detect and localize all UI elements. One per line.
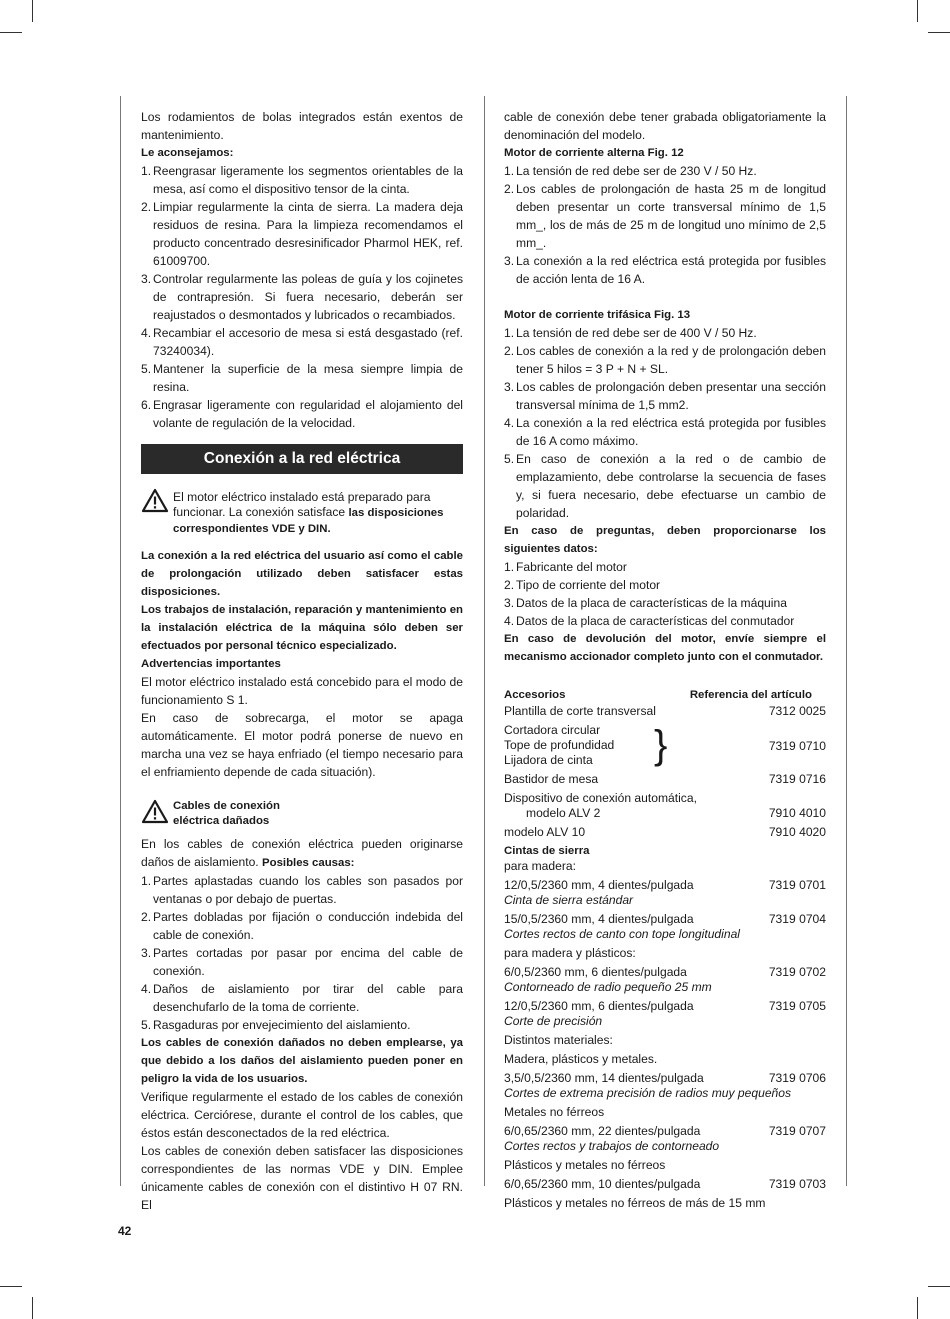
- item-text: La tensión de red debe ser de 400 V / 50 Hz.: [516, 326, 757, 340]
- right-column: [504, 108, 826, 1211]
- item-text: Mantener la superficie de la mesa siempre limpia de resina.: [153, 362, 463, 394]
- accessory-name: Tope de profundidad: [504, 738, 615, 752]
- blade-ref: 7319 0704: [768, 912, 826, 926]
- list-item: [141, 324, 463, 360]
- item-text: Rasgaduras por envejecimiento del aislamiento.: [153, 1018, 411, 1032]
- blades-heading: Cintas de sierra: [504, 845, 590, 857]
- item-number: 3.: [141, 946, 152, 960]
- list-item: [504, 252, 826, 288]
- crop-mark: [928, 1286, 950, 1287]
- accessory-ref: 7910 4010: [768, 806, 826, 820]
- accessory-group-names: [504, 723, 654, 768]
- list-item: [141, 908, 463, 944]
- list-item: [504, 558, 826, 576]
- item-number: 1.: [141, 164, 152, 178]
- item-text: Partes cortadas por pasar por encima del cable de conexión.: [153, 946, 463, 978]
- item-text: La conexión a la red eléctrica está protegida por fusibles de acción lenta de 16 A.: [516, 254, 826, 286]
- list-item: [141, 162, 463, 198]
- crop-mark: [917, 0, 918, 22]
- important-paragraph-2: En caso de sobrecarga, el motor se apaga automáticamente. El motor podrá ponerse de nuevo en marcha una vez se haya enfriado (el tiempo necesario para el enfriamiento depende de cada situación).: [141, 711, 463, 779]
- advice-list: [141, 162, 463, 432]
- item-number: 4.: [141, 982, 152, 996]
- warning-text-bold: las disposiciones correspondientes VDE y DIN.: [173, 507, 444, 535]
- warning-title: [173, 799, 463, 829]
- item-text: Datos de la placa de características del conmutador: [516, 614, 795, 628]
- item-number: 2.: [141, 200, 152, 214]
- accessory-ref: 7319 0710: [768, 738, 826, 753]
- item-text: Limpiar regularmente la cinta de sierra. La madera deja residuos de resina. Para la limpieza recomendamos el producto concentrado desresinificador Pharmol HEK, ref. 61009700.: [153, 200, 463, 268]
- questions-heading: En caso de preguntas, deben proporcionarse los siguientes datos:: [504, 525, 826, 555]
- damaged-cable-warning: Los cables de conexión dañados no deben emplearse, ya que debido a los daños del aislamiento pueden poner en peligro la vida de los usuarios.: [141, 1037, 463, 1085]
- list-item: [504, 594, 826, 612]
- list-item: [504, 612, 826, 630]
- crop-mark: [32, 0, 33, 22]
- accessories-header: [504, 686, 826, 704]
- list-item: [141, 360, 463, 396]
- damage-intro: [141, 835, 463, 872]
- blade-note: Cortes rectos y trabajos de contorneado: [504, 1139, 720, 1153]
- item-text: Recambiar el accesorio de mesa si está desgastado (ref. 73240034).: [153, 326, 463, 358]
- item-number: 6.: [141, 398, 152, 412]
- item-number: 3.: [141, 272, 152, 286]
- item-text: Reengrasar ligeramente los segmentos orientables de la mesa, así como el dispositivo tensor de la cinta.: [153, 164, 463, 196]
- material-label: Plásticos y metales no férreos de más de 15 mm: [504, 1196, 766, 1210]
- blade-note: Cortes de extrema precisión de radios muy pequeños: [504, 1086, 792, 1100]
- important-heading: Advertencias importantes: [141, 658, 281, 670]
- table-row: [504, 791, 826, 821]
- questions-list: [504, 558, 826, 630]
- item-number: 2.: [141, 910, 152, 924]
- blade-note: Contorneado de radio pequeño 25 mm: [504, 980, 712, 994]
- item-text: La tensión de red debe ser de 230 V / 50 Hz.: [516, 164, 757, 178]
- blade-spec: 3,5/0,5/2360 mm, 14 dientes/pulgada: [504, 1071, 704, 1085]
- return-note: En caso de devolución del motor, envíe siempre el mecanismo accionador completo junto con el conmutador.: [504, 633, 826, 663]
- maintenance-intro: Los rodamientos de bolas integrados están exentos de mantenimiento.: [141, 110, 463, 142]
- blade-note: Corte de precisión: [504, 1014, 603, 1028]
- connection-requirement: La conexión a la red eléctrica del usuario así como el cable de prolongación utilizado deben satisfacer estas disposiciones.: [141, 550, 463, 598]
- ac-motor-heading: Motor de corriente alterna Fig. 12: [504, 147, 684, 159]
- accessory-name: modelo ALV 2: [526, 806, 601, 820]
- table-row: [504, 912, 826, 927]
- accessory-ref: 7312 0025: [768, 704, 826, 718]
- blade-ref: 7319 0703: [768, 1177, 826, 1191]
- table-row: [504, 772, 826, 787]
- cable-intro: cable de conexión debe tener grabada obligatoriamente la denominación del modelo.: [504, 110, 826, 142]
- warning-triangle-icon: [141, 799, 173, 825]
- warning-title-line-1: Cables de conexión: [173, 800, 280, 812]
- accessory-name: Plantilla de corte transversal: [504, 704, 656, 718]
- crop-mark: [0, 32, 22, 33]
- blade-ref: 7319 0707: [768, 1124, 826, 1138]
- item-text: Los cables de conexión a la red y de prolongación deben tener 5 hilos = 3 P + N + SL.: [516, 344, 826, 376]
- list-item: [504, 324, 826, 342]
- accessory-name: Bastidor de mesa: [504, 772, 599, 786]
- item-number: 1.: [504, 560, 515, 574]
- cables-paragraph: Los cables de conexión deben satisfacer las disposiciones correspondientes de las normas VDE y DIN. Emplee únicamente cables de conexión con el distintivo H 07 RN. El: [141, 1144, 463, 1212]
- list-item: [141, 198, 463, 270]
- list-item: [504, 450, 826, 522]
- accessory-group: [504, 723, 826, 768]
- list-item: [504, 378, 826, 414]
- accessory-name: Lijadora de cinta: [504, 753, 593, 767]
- warning-connection: [141, 488, 463, 537]
- damage-intro-text: En los cables de conexión eléctrica pueden originarse daños de aislamiento.: [141, 837, 463, 869]
- group-brace: }: [654, 723, 668, 767]
- item-number: 1.: [504, 326, 515, 340]
- three-phase-list: [504, 324, 826, 522]
- specialist-requirement: Los trabajos de instalación, reparación y mantenimiento en la instalación eléctrica de la máquina sólo deben ser efectuados por personal técnico especializado.: [141, 604, 463, 652]
- item-number: 5.: [504, 452, 515, 466]
- ac-motor-list: [504, 162, 826, 288]
- three-phase-heading: Motor de corriente trifásica Fig. 13: [504, 309, 691, 321]
- list-item: [141, 944, 463, 980]
- blade-note: Cortes rectos de canto con tope longitudinal: [504, 927, 740, 941]
- warning-triangle-icon: [141, 488, 173, 514]
- item-number: 1.: [141, 874, 152, 888]
- crop-mark: [32, 1297, 33, 1319]
- left-column: [141, 108, 463, 1214]
- section-title: Conexión a la red eléctrica: [141, 444, 463, 474]
- item-number: 3.: [504, 380, 515, 394]
- table-row: [504, 825, 826, 840]
- list-item: [141, 980, 463, 1016]
- item-text: Engrasar ligeramente con regularidad el alojamiento del volante de regulación de la velocidad.: [153, 398, 463, 430]
- item-number: 3.: [504, 596, 515, 610]
- item-text: Los cables de prolongación de hasta 25 m de longitud deben presentar un corte transversal mínimo de 1,5 mm_, los de más de 25 m de longitud uno mínimo de 2,5 mm_.: [516, 182, 826, 250]
- item-number: 2.: [504, 344, 515, 358]
- table-row: [504, 878, 826, 893]
- column-rule-left: [120, 96, 121, 1186]
- damage-intro-bold: Posibles causas:: [262, 857, 355, 869]
- list-item: [504, 414, 826, 450]
- page-number: 42: [118, 1224, 132, 1238]
- item-number: 4.: [141, 326, 152, 340]
- item-number: 4.: [504, 614, 515, 628]
- table-row: [504, 1177, 826, 1192]
- table-row: [504, 965, 826, 980]
- column-rule-middle: [484, 96, 485, 1186]
- list-item: [141, 270, 463, 324]
- accessory-ref: 7319 0716: [768, 772, 826, 786]
- item-text: Partes aplastadas cuando los cables son pasados por ventanas o por debajo de puertas.: [153, 874, 463, 906]
- list-item: [504, 576, 826, 594]
- crop-mark: [928, 32, 950, 33]
- accessory-name: Dispositivo de conexión automática,: [504, 791, 697, 805]
- table-row: [504, 704, 826, 719]
- crop-mark: [917, 1297, 918, 1319]
- table-row: [504, 999, 826, 1014]
- table-row: [504, 1124, 826, 1139]
- causes-list: [141, 872, 463, 1034]
- blade-spec: 6/0,65/2360 mm, 10 dientes/pulgada: [504, 1177, 701, 1191]
- blade-spec: 15/0,5/2360 mm, 4 dientes/pulgada: [504, 912, 694, 926]
- item-text: Controlar regularmente las poleas de guía y los cojinetes de contrapresión. Si fuera necesario, deberán ser reajustados o desmontados y lubricados o recambiados.: [153, 272, 463, 322]
- blade-ref: 7319 0702: [768, 965, 826, 979]
- item-text: Partes dobladas por fijación o conducción indebida del cable de conexión.: [153, 910, 463, 942]
- item-number: 3.: [504, 254, 515, 268]
- item-text: Daños de aislamiento por tirar del cable para desenchufarlo de la toma de corriente.: [153, 982, 463, 1014]
- item-text: En caso de conexión a la red o de cambio de emplazamiento, debe controlarse la secuencia de fases y, si fuera necesario, debe efectuarse un cambio de polaridad.: [516, 452, 826, 520]
- item-text: Datos de la placa de características de la máquina: [516, 596, 787, 610]
- important-paragraph-1: El motor eléctrico instalado está concebido para el modo de funcionamiento S 1.: [141, 675, 463, 707]
- accessories-col-name: Accesorios: [504, 689, 566, 701]
- item-text: Los cables de prolongación deben presentar una sección transversal mínima de 1,5 mm2.: [516, 380, 826, 412]
- warning-text-plain: El motor eléctrico instalado está preparado para funcionar. La conexión satisface: [173, 490, 431, 519]
- item-number: 4.: [504, 416, 515, 430]
- blade-spec: 12/0,5/2360 mm, 4 dientes/pulgada: [504, 878, 694, 892]
- material-label: para madera:: [504, 859, 576, 873]
- accessory-name: Cortadora circular: [504, 723, 601, 737]
- list-item: [141, 872, 463, 908]
- blade-spec: 6/0,65/2360 mm, 22 dientes/pulgada: [504, 1124, 701, 1138]
- accessories-col-ref: Referencia del artículo: [689, 689, 812, 701]
- crop-mark: [0, 1286, 22, 1287]
- list-item: [504, 162, 826, 180]
- warning-title-line-2: eléctrica dañados: [173, 815, 270, 827]
- column-rule-right: [846, 96, 847, 1186]
- blade-ref: 7319 0705: [768, 999, 826, 1013]
- item-number: 5.: [141, 362, 152, 376]
- item-text: Fabricante del motor: [516, 560, 627, 574]
- warning-damaged-cables: [141, 799, 463, 829]
- item-number: 1.: [504, 164, 515, 178]
- list-item: [504, 342, 826, 378]
- blade-ref: 7319 0706: [768, 1071, 826, 1085]
- table-row: [504, 1071, 826, 1086]
- warning-text: [173, 490, 463, 537]
- material-label: Plásticos y metales no férreos: [504, 1158, 666, 1172]
- item-number: 2.: [504, 578, 515, 592]
- material-label: Distintos materiales:: [504, 1033, 613, 1047]
- material-label: Metales no férreos: [504, 1105, 605, 1119]
- item-number: 2.: [504, 182, 515, 196]
- list-item: [141, 1016, 463, 1034]
- blade-ref: 7319 0701: [768, 878, 826, 892]
- item-number: 5.: [141, 1018, 152, 1032]
- list-item: [504, 180, 826, 252]
- item-text: La conexión a la red eléctrica está protegida por fusibles de 16 A como máximo.: [516, 416, 826, 448]
- material-label: Madera, plásticos y metales.: [504, 1052, 658, 1066]
- material-label: para madera y plásticos:: [504, 946, 636, 960]
- accessories-table: [504, 686, 826, 1211]
- accessory-ref: 7910 4020: [768, 825, 826, 839]
- blade-note: Cinta de sierra estándar: [504, 893, 634, 907]
- item-text: Tipo de corriente del motor: [516, 578, 661, 592]
- verify-paragraph: Verifique regularmente el estado de los cables de conexión eléctrica. Cerciórese, durante el control de los cables, que éstos están desconectados de la red eléctrica.: [141, 1090, 463, 1140]
- list-item: [141, 396, 463, 432]
- accessory-name: modelo ALV 10: [504, 825, 586, 839]
- blade-spec: 12/0,5/2360 mm, 6 dientes/pulgada: [504, 999, 694, 1013]
- advice-heading: Le aconsejamos:: [141, 147, 234, 159]
- blade-spec: 6/0,5/2360 mm, 6 dientes/pulgada: [504, 965, 687, 979]
